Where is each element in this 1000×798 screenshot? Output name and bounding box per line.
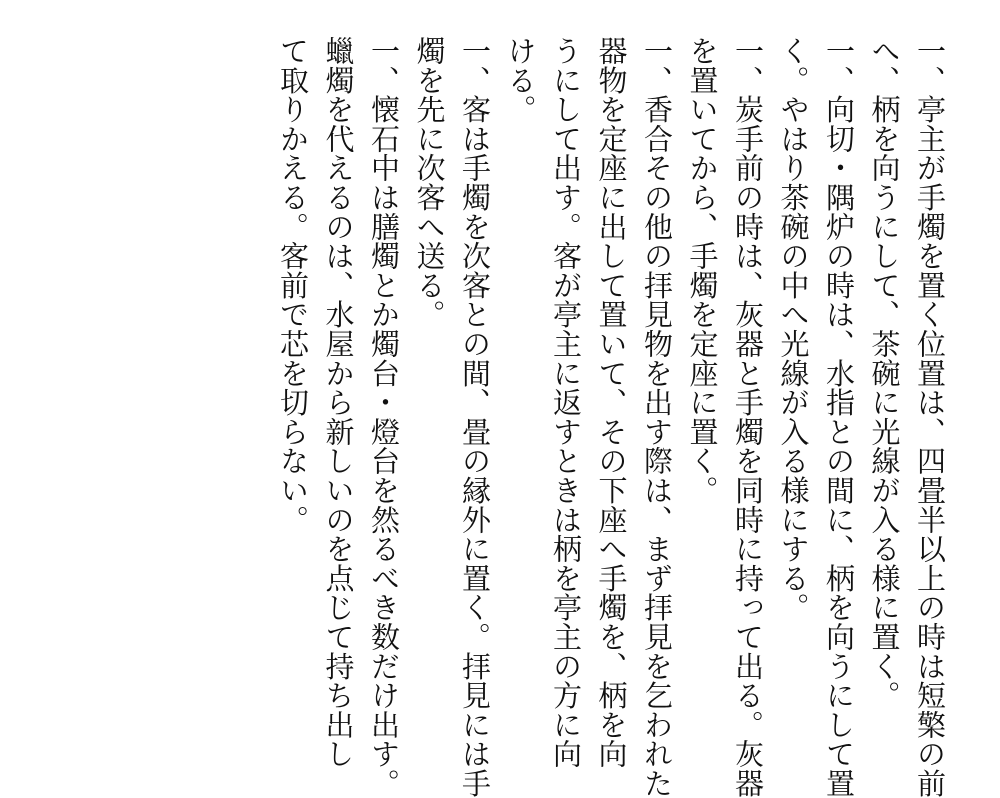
text-column: 蠟燭を代えるのは、水屋から新しいのを点じて持ち出し xyxy=(321,36,356,769)
text-column: 一、亭主が手燭を置く位置は、四畳半以上の時は短檠の前 xyxy=(913,36,947,798)
text-column: うにして出す。客が亭主に返すときは柄を亭主の方に向 xyxy=(549,36,583,769)
text-column: 器物を定座に出して置いて、その下座へ手燭を、柄を向 xyxy=(594,36,629,769)
text-column: 一、香合その他の拝見物を出す際は、まず拝見を乞われた xyxy=(640,36,674,798)
text-column: て取りかえる。客前で芯を切らない。 xyxy=(276,36,310,535)
text-column: 一、懐石中は膳燭とか燭台・燈台を然るべき数だけ出す。 xyxy=(367,36,401,798)
text-column: ける。 xyxy=(503,36,538,124)
vertical-text-body xyxy=(270,36,953,798)
text-column: く。やはり茶碗の中へ光線が入る様にする。 xyxy=(776,36,811,622)
text-column: 一、炭手前の時は、灰器と手燭を同時に持って出る。灰器 xyxy=(731,36,765,798)
text-column: 一、向切・隅炉の時は、水指との間に、柄を向うにして置 xyxy=(822,36,856,798)
text-column: へ、柄を向うにして、茶碗に光線が入る様に置く。 xyxy=(867,36,902,710)
text-column: 燭を先に次客へ送る。 xyxy=(412,36,447,329)
text-column: 一、客は手燭を次客との間、畳の縁外に置く。拝見には手 xyxy=(458,36,492,798)
text-column: を置いてから、手燭を定座に置く。 xyxy=(685,36,720,505)
